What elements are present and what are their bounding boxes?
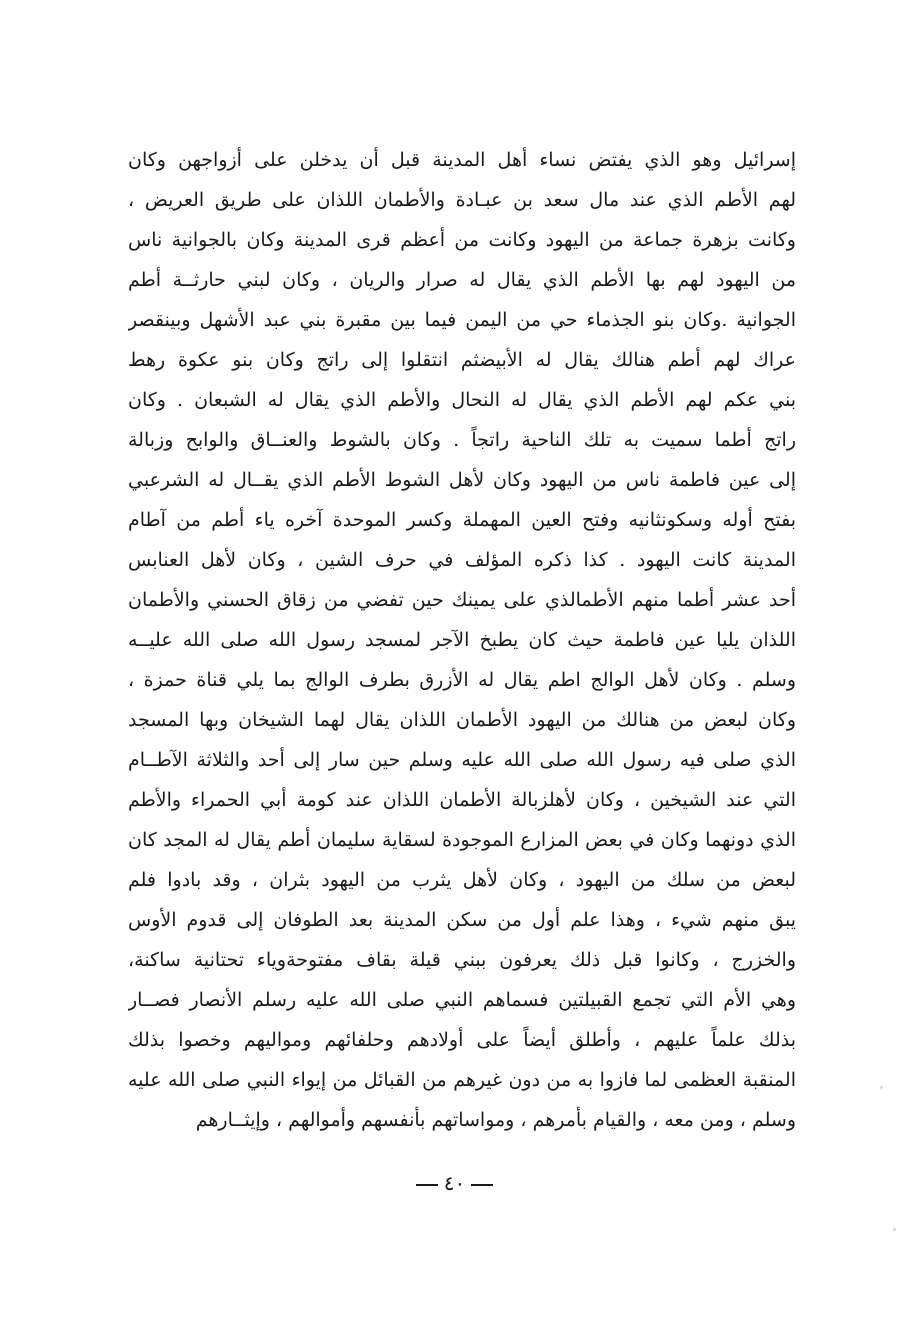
text-line: من اليهود لهم بها الأطم الذي يقال له صرار والريان ، وكان لبني حارثــة أطم [128,269,796,291]
text-line: بني عكم لهم الأطم الذي يقال له النحال والأطم الذي يقال له الشبعان . وكان [128,389,796,411]
text-line: لهم الأطم الذي عند مال سعد بن عبـادة والأطمان اللذان على طريق العريض ، [128,189,796,211]
body-text [128,140,796,1140]
text-line: إسرائيل وهو الذي يفتض نساء أهل المدينة قبل أن يدخلن على أزواجهن وكان [128,149,796,171]
text-line: وهي الأم التي تجمع القبيلتين فسماهم النبي صلى الله عليه رسلم الأنصار فصــار [128,989,796,1011]
text-line: يبق منهم شيء ، وهذا علم أول من سكن المدينة بعد الطوفان إلى قدوم الأوس [128,909,796,931]
text-line: الذي دونهما وكان في بعض المزارع الموجودة لسقاية سليمان أطم يقال له المجد كان [128,829,796,851]
text-line: الذي صلى فيه رسول الله صلى الله عليه وسلم حين سار إلى أحد والثلاثة الآطــام [128,749,796,771]
text-line: راتج أطما سميت به تلك الناحية راتجاً . وكان بالشوط والعنــاق والوابح وزبالة [128,429,796,451]
text-line: والخزرج ، وكانوا قبل ذلك يعرفون ببني قيلة بقاف مفتوحةوياء تحتانية ساكنة، [128,949,796,971]
text-line: التي عند الشيخين ، وكان لأهلزبالة الأطمان اللذان عند كومة أبي الحمراء والأطم [128,789,796,811]
text-line: عراك لهم أطم هنالك يقال له الأبيضثم انتقلوا إلى راتج وكان بنو عكوة رهط [128,349,796,371]
text-line: أحد عشر أطما منهم الأطمالذي على يمينك حين تفضي من زقاق الحسني والأطمان [128,589,796,611]
page-number-value: ٤٠ [443,1171,466,1195]
text-line: وكان لبعض من هنالك من اليهود الأطمان اللذان يقال لهما الشيخان وبها المسجد [128,709,796,731]
text-line: المدينة كانت اليهود . كذا ذكره المؤلف في حرف الشين ، وكان لأهل العنابس [128,549,796,571]
paper-speck [880,1086,883,1089]
text-line: الجوانية .وكان بنو الجذماء حي من اليمن فيما بين مقبرة بني عبد الأشهل وبينقصر [128,309,796,331]
text-line: المنقبة العظمى لما فازوا به من دون غيرهم من القبائل من إيواء النبي صلى الله عليه [128,1069,796,1091]
paper-speck [893,1228,896,1231]
text-line: وسلم ، ومن معه ، والقيام بأمرهم ، ومواساتهم بأنفسهم وأموالهم ، وإيثــارهم [195,1109,796,1131]
text-line: وكانت بزهرة جماعة من اليهود وكانت من أعظم قرى المدينة وكان بالجوانية ناس [128,229,796,251]
text-line: لبعض من سلك من اليهود ، وكان لأهل يثرب من اليهود بثران ، وقد بادوا فلم [128,869,796,891]
text-line: بذلك علماً عليهم ، وأطلق أيضاً على أولادهم وحلفائهم ومواليهم وخصوا بذلك [128,1029,796,1051]
dash-left [471,1184,493,1186]
text-line: بفتح أوله وسكونثانيه وفتح العين المهملة وكسر الموحدة آخره ياء أطم من آطام [128,509,796,531]
dash-right [416,1184,438,1186]
text-line: وسلم . وكان لأهل الوالج اطم يقال له الأزرق بطرف الوالج بما يلي قناة حمزة ، [128,669,796,691]
text-line: اللذان يليا عين فاطمة حيث كان يطبخ الآجر لمسجد رسول الله صلى الله عليــه [128,629,796,651]
page-number [0,1171,909,1195]
text-line: إلى عين فاطمة ناس من اليهود وكان لأهل الشوط الأطم الذي يقــال له الشرعبي [128,469,796,491]
